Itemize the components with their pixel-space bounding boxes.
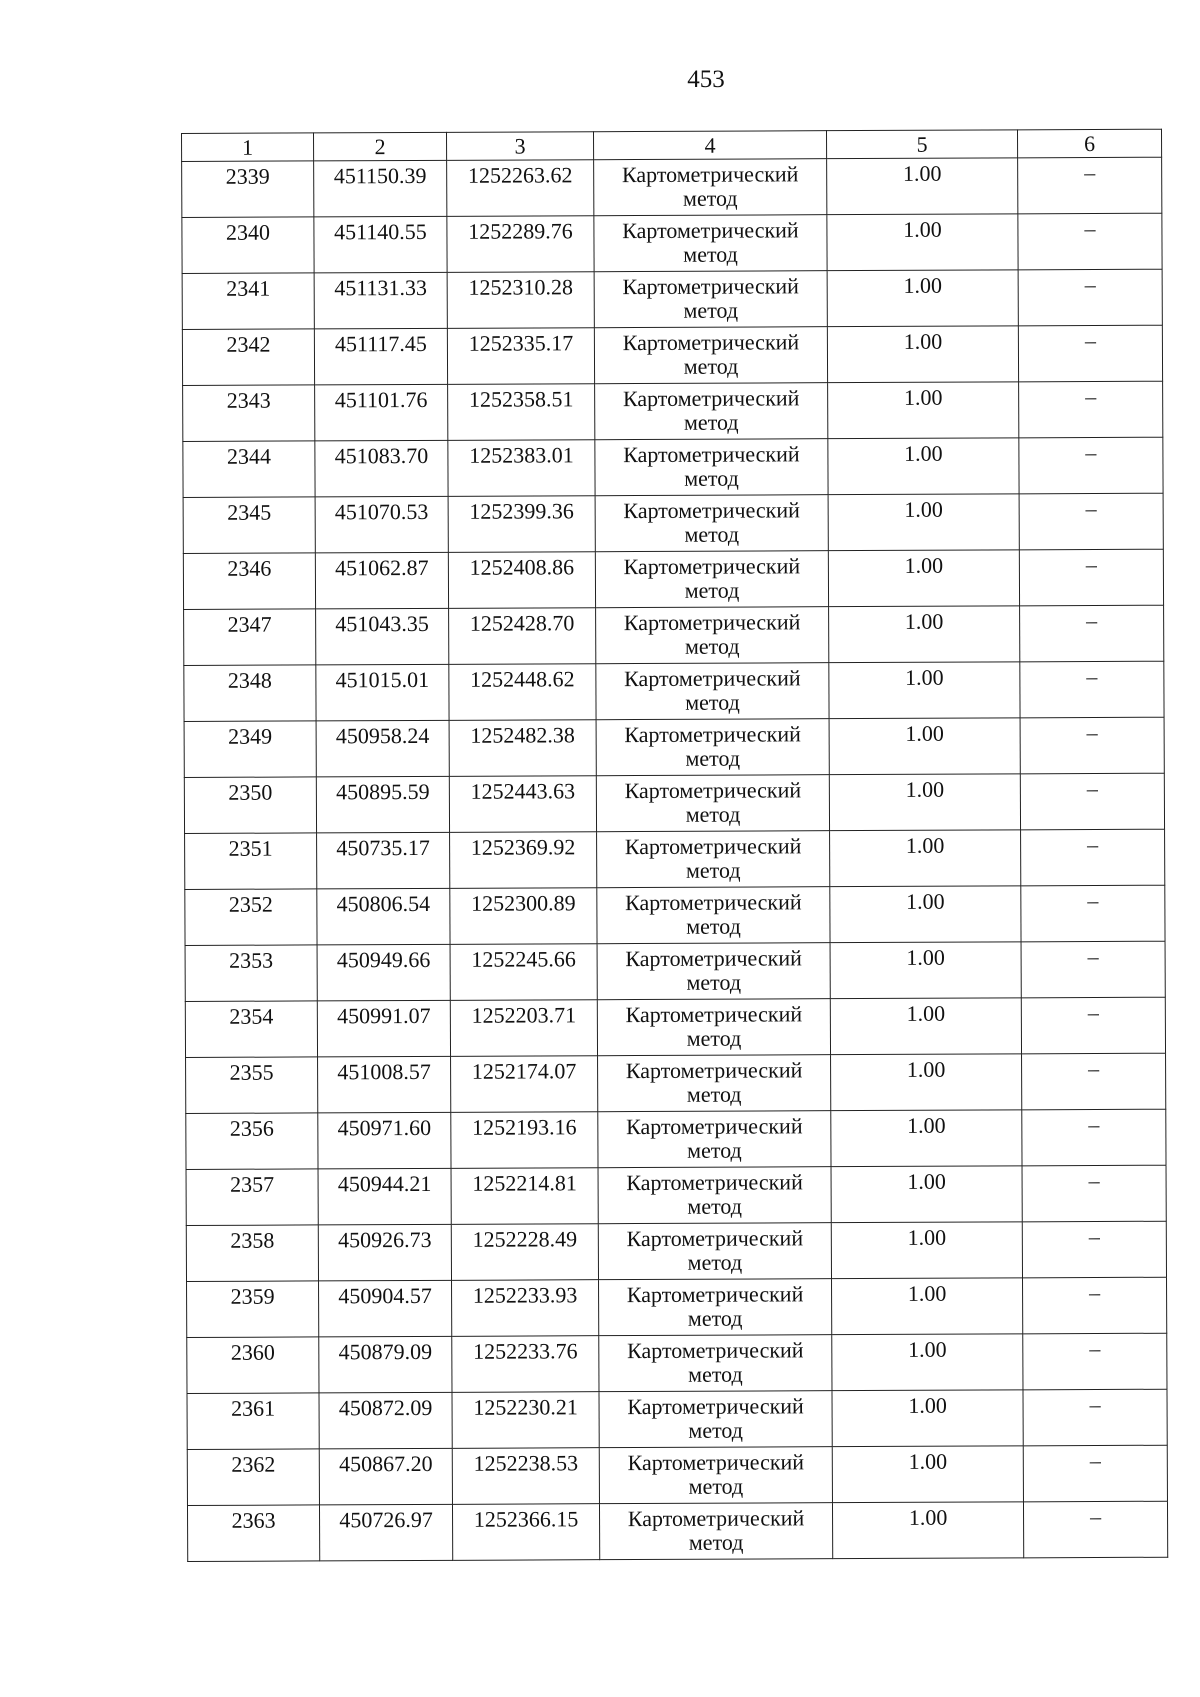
note-cell: – xyxy=(1021,829,1165,886)
table-row xyxy=(185,997,1165,1057)
point-number-cell: 2356 xyxy=(186,1113,318,1170)
method-cell: Картометрический метод xyxy=(599,1447,832,1504)
coordinate-x-cell: 450735.17 xyxy=(317,832,450,889)
accuracy-cell: 1.00 xyxy=(831,1054,1022,1111)
accuracy-cell: 1.00 xyxy=(830,998,1021,1055)
table-row xyxy=(184,661,1164,721)
coordinate-x-cell: 451140.55 xyxy=(314,216,447,273)
coordinate-y-cell: 1252300.89 xyxy=(450,888,597,945)
table-row xyxy=(187,1389,1167,1449)
table-row xyxy=(185,941,1165,1001)
table-row xyxy=(187,1501,1167,1561)
table-row xyxy=(182,157,1162,217)
point-number-cell: 2352 xyxy=(185,889,317,946)
coordinate-y-cell: 1252443.63 xyxy=(449,776,596,833)
accuracy-cell: 1.00 xyxy=(831,1222,1022,1279)
accuracy-cell: 1.00 xyxy=(830,830,1021,887)
accuracy-cell: 1.00 xyxy=(831,1110,1022,1167)
coordinate-y-cell: 1252263.62 xyxy=(447,160,594,217)
table-row xyxy=(183,549,1163,609)
table-row xyxy=(187,1445,1167,1505)
accuracy-cell: 1.00 xyxy=(832,1278,1023,1335)
coordinate-x-cell: 450867.20 xyxy=(319,1448,452,1505)
note-cell: – xyxy=(1021,997,1165,1054)
note-cell: – xyxy=(1018,269,1162,326)
point-number-cell: 2359 xyxy=(187,1281,319,1338)
note-cell: – xyxy=(1022,1221,1166,1278)
method-cell: Картометрический метод xyxy=(598,1223,831,1280)
coordinate-x-cell: 451015.01 xyxy=(316,664,449,721)
table-row xyxy=(187,1277,1167,1337)
note-cell: – xyxy=(1019,493,1163,550)
note-cell: – xyxy=(1023,1333,1167,1390)
table-row xyxy=(186,1221,1166,1281)
table-row xyxy=(182,213,1162,273)
method-cell: Картометрический метод xyxy=(594,327,827,384)
note-cell: – xyxy=(1020,773,1164,830)
note-cell: – xyxy=(1020,605,1164,662)
coordinate-y-cell: 1252408.86 xyxy=(448,552,595,609)
coordinate-x-cell: 451043.35 xyxy=(316,608,449,665)
table-row xyxy=(183,493,1163,553)
point-number-cell: 2348 xyxy=(184,665,316,722)
coordinate-x-cell: 450926.73 xyxy=(318,1224,451,1281)
point-number-cell: 2360 xyxy=(187,1337,319,1394)
point-number-cell: 2363 xyxy=(187,1505,319,1562)
column-header: 6 xyxy=(1017,129,1161,158)
point-number-cell: 2344 xyxy=(183,441,315,498)
table-row xyxy=(183,381,1163,441)
table-row xyxy=(186,1165,1166,1225)
note-cell: – xyxy=(1018,157,1162,214)
method-cell: Картометрический метод xyxy=(594,271,827,328)
accuracy-cell: 1.00 xyxy=(827,214,1018,271)
coordinate-x-cell: 451062.87 xyxy=(315,552,448,609)
point-number-cell: 2339 xyxy=(182,161,314,218)
accuracy-cell: 1.00 xyxy=(831,1166,1022,1223)
point-number-cell: 2341 xyxy=(182,273,314,330)
coordinate-x-cell: 450726.97 xyxy=(319,1504,452,1561)
table-row xyxy=(182,325,1162,385)
note-cell: – xyxy=(1022,1165,1166,1222)
note-cell: – xyxy=(1022,1053,1166,1110)
point-number-cell: 2355 xyxy=(186,1057,318,1114)
method-cell: Картометрический метод xyxy=(595,439,828,496)
accuracy-cell: 1.00 xyxy=(829,718,1020,775)
point-number-cell: 2362 xyxy=(187,1449,319,1506)
coordinate-y-cell: 1252233.93 xyxy=(452,1280,599,1337)
method-cell: Картометрический метод xyxy=(594,215,827,272)
accuracy-cell: 1.00 xyxy=(827,270,1018,327)
note-cell: – xyxy=(1022,1109,1166,1166)
column-header: 4 xyxy=(593,131,826,160)
note-cell: – xyxy=(1019,437,1163,494)
coordinate-x-cell: 450949.66 xyxy=(317,944,450,1001)
coordinate-x-cell: 450958.24 xyxy=(316,720,449,777)
header-row xyxy=(182,129,1162,161)
note-cell: – xyxy=(1019,549,1163,606)
note-cell: – xyxy=(1020,717,1164,774)
table-row xyxy=(186,1053,1166,1113)
coordinate-x-cell: 451101.76 xyxy=(315,384,448,441)
coordinate-y-cell: 1252203.71 xyxy=(450,1000,597,1057)
coordinate-y-cell: 1252233.76 xyxy=(452,1336,599,1393)
table-row xyxy=(185,829,1165,889)
coordinate-y-cell: 1252238.53 xyxy=(452,1448,599,1505)
method-cell: Картометрический метод xyxy=(595,495,828,552)
accuracy-cell: 1.00 xyxy=(829,606,1020,663)
coordinate-y-cell: 1252230.21 xyxy=(452,1392,599,1449)
accuracy-cell: 1.00 xyxy=(828,550,1019,607)
accuracy-cell: 1.00 xyxy=(828,494,1019,551)
coordinate-y-cell: 1252399.36 xyxy=(448,496,595,553)
accuracy-cell: 1.00 xyxy=(830,886,1021,943)
method-cell: Картометрический метод xyxy=(597,887,830,944)
note-cell: – xyxy=(1018,213,1162,270)
note-cell: – xyxy=(1021,941,1165,998)
coordinate-y-cell: 1252358.51 xyxy=(448,384,595,441)
coordinate-y-cell: 1252366.15 xyxy=(452,1504,599,1561)
point-number-cell: 2358 xyxy=(186,1225,318,1282)
table-row xyxy=(182,269,1162,329)
coordinates-table xyxy=(181,129,1168,1562)
coordinate-x-cell: 450944.21 xyxy=(318,1168,451,1225)
coordinate-x-cell: 450904.57 xyxy=(319,1280,452,1337)
column-header: 1 xyxy=(182,133,314,162)
method-cell: Картометрический метод xyxy=(596,663,829,720)
coordinate-x-cell: 450971.60 xyxy=(318,1112,451,1169)
table-row xyxy=(184,605,1164,665)
accuracy-cell: 1.00 xyxy=(832,1446,1023,1503)
note-cell: – xyxy=(1021,885,1165,942)
point-number-cell: 2350 xyxy=(184,777,316,834)
note-cell: – xyxy=(1023,1389,1167,1446)
coordinate-y-cell: 1252369.92 xyxy=(450,832,597,889)
coordinate-x-cell: 451083.70 xyxy=(315,440,448,497)
point-number-cell: 2353 xyxy=(185,945,317,1002)
accuracy-cell: 1.00 xyxy=(832,1390,1023,1447)
coordinate-y-cell: 1252193.16 xyxy=(451,1112,598,1169)
table-header xyxy=(182,129,1162,161)
coordinate-y-cell: 1252245.66 xyxy=(450,944,597,1001)
table-body xyxy=(182,157,1168,1561)
accuracy-cell: 1.00 xyxy=(832,1502,1023,1559)
accuracy-cell: 1.00 xyxy=(828,438,1019,495)
accuracy-cell: 1.00 xyxy=(829,774,1020,831)
coordinate-x-cell: 450879.09 xyxy=(319,1336,452,1393)
point-number-cell: 2354 xyxy=(185,1001,317,1058)
point-number-cell: 2345 xyxy=(183,497,315,554)
coordinate-x-cell: 451070.53 xyxy=(315,496,448,553)
accuracy-cell: 1.00 xyxy=(827,326,1018,383)
accuracy-cell: 1.00 xyxy=(827,158,1018,215)
column-header: 2 xyxy=(314,132,447,161)
method-cell: Картометрический метод xyxy=(595,551,828,608)
method-cell: Картометрический метод xyxy=(599,1503,832,1560)
method-cell: Картометрический метод xyxy=(599,1335,832,1392)
page-number: 453 xyxy=(687,66,725,93)
method-cell: Картометрический метод xyxy=(599,1391,832,1448)
method-cell: Картометрический метод xyxy=(596,607,829,664)
method-cell: Картометрический метод xyxy=(595,383,828,440)
point-number-cell: 2349 xyxy=(184,721,316,778)
accuracy-cell: 1.00 xyxy=(830,942,1021,999)
coordinate-x-cell: 451150.39 xyxy=(314,160,447,217)
note-cell: – xyxy=(1019,381,1163,438)
method-cell: Картометрический метод xyxy=(598,1055,831,1112)
point-number-cell: 2346 xyxy=(183,553,315,610)
table-row xyxy=(186,1109,1166,1169)
coordinate-y-cell: 1252214.81 xyxy=(451,1168,598,1225)
column-header: 5 xyxy=(826,130,1017,159)
coordinate-x-cell: 451131.33 xyxy=(314,272,447,329)
point-number-cell: 2361 xyxy=(187,1393,319,1450)
coordinate-y-cell: 1252482.38 xyxy=(449,720,596,777)
coordinate-x-cell: 450991.07 xyxy=(317,1000,450,1057)
coordinate-y-cell: 1252448.62 xyxy=(449,664,596,721)
coordinate-y-cell: 1252335.17 xyxy=(447,328,594,385)
point-number-cell: 2340 xyxy=(182,217,314,274)
note-cell: – xyxy=(1023,1277,1167,1334)
point-number-cell: 2347 xyxy=(184,609,316,666)
accuracy-cell: 1.00 xyxy=(829,662,1020,719)
coordinate-x-cell: 450872.09 xyxy=(319,1392,452,1449)
point-number-cell: 2351 xyxy=(185,833,317,890)
coordinate-y-cell: 1252228.49 xyxy=(451,1224,598,1281)
method-cell: Картометрический метод xyxy=(597,943,830,1000)
table-row xyxy=(185,885,1165,945)
method-cell: Картометрический метод xyxy=(598,1111,831,1168)
coordinate-y-cell: 1252289.76 xyxy=(447,216,594,273)
table-row xyxy=(187,1333,1167,1393)
note-cell: – xyxy=(1020,661,1164,718)
point-number-cell: 2342 xyxy=(182,329,314,386)
coordinate-x-cell: 450806.54 xyxy=(317,888,450,945)
note-cell: – xyxy=(1023,1501,1167,1558)
note-cell: – xyxy=(1023,1445,1167,1502)
coordinate-x-cell: 451117.45 xyxy=(314,328,447,385)
table-row xyxy=(184,717,1164,777)
note-cell: – xyxy=(1018,325,1162,382)
coordinate-x-cell: 451008.57 xyxy=(318,1056,451,1113)
accuracy-cell: 1.00 xyxy=(832,1334,1023,1391)
coordinate-y-cell: 1252174.07 xyxy=(451,1056,598,1113)
method-cell: Картометрический метод xyxy=(598,1167,831,1224)
method-cell: Картометрический метод xyxy=(597,831,830,888)
coordinate-y-cell: 1252383.01 xyxy=(448,440,595,497)
method-cell: Картометрический метод xyxy=(596,719,829,776)
point-number-cell: 2357 xyxy=(186,1169,318,1226)
table-row xyxy=(183,437,1163,497)
point-number-cell: 2343 xyxy=(183,385,315,442)
coordinate-y-cell: 1252310.28 xyxy=(447,272,594,329)
column-header: 3 xyxy=(446,132,593,161)
accuracy-cell: 1.00 xyxy=(828,382,1019,439)
method-cell: Картометрический метод xyxy=(597,999,830,1056)
table-row xyxy=(184,773,1164,833)
method-cell: Картометрический метод xyxy=(599,1279,832,1336)
method-cell: Картометрический метод xyxy=(594,159,827,216)
method-cell: Картометрический метод xyxy=(596,775,829,832)
coordinate-x-cell: 450895.59 xyxy=(316,776,449,833)
coordinate-y-cell: 1252428.70 xyxy=(449,608,596,665)
